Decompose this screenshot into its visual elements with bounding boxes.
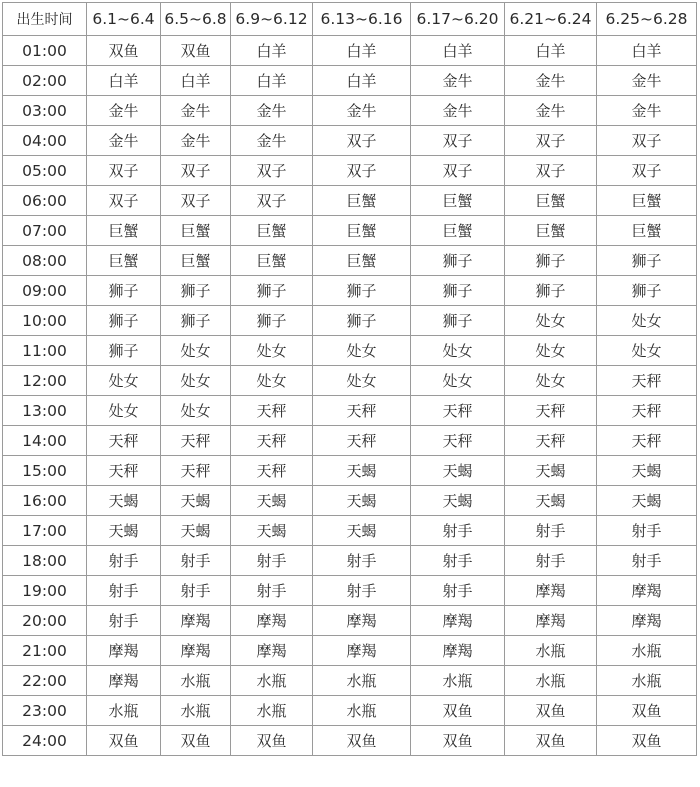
rising-sign-cell: 双鱼 [411, 726, 505, 756]
birth-time-cell: 04:00 [3, 126, 87, 156]
birth-time-cell: 11:00 [3, 336, 87, 366]
rising-sign-cell: 巨蟹 [597, 216, 697, 246]
table-row [3, 186, 697, 216]
table-body [3, 36, 697, 756]
rising-sign-cell: 射手 [505, 546, 597, 576]
rising-sign-cell: 处女 [313, 336, 411, 366]
table-row [3, 696, 697, 726]
rising-sign-cell: 天蝎 [597, 486, 697, 516]
rising-sign-cell: 射手 [231, 576, 313, 606]
table-row [3, 306, 697, 336]
rising-sign-cell: 天蝎 [87, 486, 161, 516]
rising-sign-cell: 天秤 [313, 426, 411, 456]
rising-sign-cell: 金牛 [87, 96, 161, 126]
rising-sign-cell: 处女 [231, 336, 313, 366]
table-row [3, 36, 697, 66]
rising-sign-cell: 射手 [313, 576, 411, 606]
rising-sign-cell: 双子 [313, 126, 411, 156]
rising-sign-cell: 双鱼 [411, 696, 505, 726]
rising-sign-cell: 处女 [313, 366, 411, 396]
rising-sign-cell: 双子 [411, 156, 505, 186]
rising-sign-cell: 狮子 [505, 246, 597, 276]
rising-sign-cell: 双鱼 [597, 696, 697, 726]
rising-sign-cell: 射手 [411, 546, 505, 576]
rising-sign-cell: 双鱼 [87, 36, 161, 66]
rising-sign-cell: 天蝎 [411, 456, 505, 486]
rising-sign-cell: 天秤 [597, 426, 697, 456]
birth-time-cell: 15:00 [3, 456, 87, 486]
rising-sign-cell: 双鱼 [161, 36, 231, 66]
birth-time-cell: 16:00 [3, 486, 87, 516]
rising-sign-cell: 处女 [87, 396, 161, 426]
rising-sign-cell: 双子 [231, 156, 313, 186]
table-row [3, 366, 697, 396]
rising-sign-cell: 摩羯 [87, 636, 161, 666]
rising-sign-cell: 天秤 [313, 396, 411, 426]
rising-sign-cell: 处女 [161, 336, 231, 366]
rising-sign-cell: 天蝎 [231, 486, 313, 516]
rising-sign-cell: 双鱼 [87, 726, 161, 756]
rising-sign-cell: 摩羯 [505, 576, 597, 606]
rising-sign-cell: 狮子 [411, 306, 505, 336]
rising-sign-cell: 金牛 [597, 66, 697, 96]
rising-sign-cell: 金牛 [161, 96, 231, 126]
rising-sign-cell: 处女 [505, 336, 597, 366]
rising-sign-cell: 巨蟹 [313, 216, 411, 246]
rising-sign-cell: 射手 [161, 546, 231, 576]
rising-sign-cell: 狮子 [313, 276, 411, 306]
table-row [3, 516, 697, 546]
rising-sign-cell: 白羊 [597, 36, 697, 66]
rising-sign-cell: 摩羯 [231, 636, 313, 666]
table-row [3, 156, 697, 186]
rising-sign-cell: 水瓶 [161, 696, 231, 726]
table-row [3, 456, 697, 486]
rising-sign-cell: 摩羯 [231, 606, 313, 636]
rising-sign-cell: 天蝎 [505, 486, 597, 516]
header-cell-date-range: 6.25~6.28 [597, 3, 697, 36]
rising-sign-cell: 双子 [87, 186, 161, 216]
rising-sign-cell: 双鱼 [161, 726, 231, 756]
rising-sign-cell: 白羊 [161, 66, 231, 96]
rising-sign-cell: 天秤 [505, 396, 597, 426]
rising-sign-cell: 狮子 [231, 306, 313, 336]
rising-sign-cell: 双子 [313, 156, 411, 186]
rising-sign-cell: 处女 [231, 366, 313, 396]
rising-sign-cell: 巨蟹 [597, 186, 697, 216]
rising-sign-cell: 双鱼 [505, 726, 597, 756]
table-row [3, 96, 697, 126]
rising-sign-cell: 狮子 [597, 246, 697, 276]
rising-sign-cell: 天蝎 [161, 486, 231, 516]
rising-sign-cell: 处女 [411, 336, 505, 366]
rising-sign-cell: 水瓶 [505, 636, 597, 666]
rising-sign-cell: 双子 [505, 156, 597, 186]
table-row [3, 276, 697, 306]
rising-sign-cell: 狮子 [597, 276, 697, 306]
birth-time-cell: 17:00 [3, 516, 87, 546]
rising-sign-cell: 白羊 [231, 66, 313, 96]
rising-sign-cell: 双鱼 [231, 726, 313, 756]
rising-sign-cell: 狮子 [87, 306, 161, 336]
rising-sign-cell: 天蝎 [313, 486, 411, 516]
rising-sign-cell: 处女 [597, 336, 697, 366]
rising-sign-cell: 水瓶 [161, 666, 231, 696]
header-cell-birth-time: 出生时间 [3, 3, 87, 36]
rising-sign-table [2, 2, 697, 756]
rising-sign-cell: 天秤 [231, 426, 313, 456]
rising-sign-cell: 水瓶 [231, 696, 313, 726]
rising-sign-cell: 狮子 [313, 306, 411, 336]
table-header [3, 3, 697, 36]
rising-sign-cell: 狮子 [87, 336, 161, 366]
birth-time-cell: 05:00 [3, 156, 87, 186]
rising-sign-table-container [2, 2, 696, 756]
rising-sign-cell: 天蝎 [87, 516, 161, 546]
rising-sign-cell: 摩羯 [161, 636, 231, 666]
rising-sign-cell: 摩羯 [313, 606, 411, 636]
rising-sign-cell: 水瓶 [313, 666, 411, 696]
rising-sign-cell: 水瓶 [313, 696, 411, 726]
rising-sign-cell: 天蝎 [313, 516, 411, 546]
rising-sign-cell: 天蝎 [411, 486, 505, 516]
birth-time-cell: 10:00 [3, 306, 87, 336]
rising-sign-cell: 双子 [411, 126, 505, 156]
birth-time-cell: 19:00 [3, 576, 87, 606]
birth-time-cell: 22:00 [3, 666, 87, 696]
rising-sign-cell: 狮子 [411, 276, 505, 306]
rising-sign-cell: 射手 [87, 576, 161, 606]
birth-time-cell: 23:00 [3, 696, 87, 726]
table-row [3, 336, 697, 366]
rising-sign-cell: 射手 [87, 606, 161, 636]
header-cell-date-range: 6.1~6.4 [87, 3, 161, 36]
rising-sign-cell: 金牛 [231, 96, 313, 126]
rising-sign-cell: 摩羯 [87, 666, 161, 696]
header-row [3, 3, 697, 36]
birth-time-cell: 07:00 [3, 216, 87, 246]
birth-time-cell: 13:00 [3, 396, 87, 426]
rising-sign-cell: 天秤 [87, 456, 161, 486]
table-row [3, 666, 697, 696]
rising-sign-cell: 射手 [411, 516, 505, 546]
rising-sign-cell: 巨蟹 [313, 246, 411, 276]
birth-time-cell: 18:00 [3, 546, 87, 576]
rising-sign-cell: 巨蟹 [231, 246, 313, 276]
birth-time-cell: 06:00 [3, 186, 87, 216]
rising-sign-cell: 双子 [597, 126, 697, 156]
rising-sign-cell: 水瓶 [597, 636, 697, 666]
rising-sign-cell: 天蝎 [161, 516, 231, 546]
rising-sign-cell: 处女 [161, 366, 231, 396]
birth-time-cell: 12:00 [3, 366, 87, 396]
rising-sign-cell: 天秤 [231, 396, 313, 426]
rising-sign-cell: 处女 [87, 366, 161, 396]
rising-sign-cell: 金牛 [313, 96, 411, 126]
rising-sign-cell: 金牛 [87, 126, 161, 156]
rising-sign-cell: 水瓶 [505, 666, 597, 696]
rising-sign-cell: 巨蟹 [161, 216, 231, 246]
rising-sign-cell: 狮子 [411, 246, 505, 276]
rising-sign-cell: 天秤 [411, 426, 505, 456]
rising-sign-cell: 巨蟹 [411, 216, 505, 246]
rising-sign-cell: 金牛 [411, 66, 505, 96]
rising-sign-cell: 狮子 [231, 276, 313, 306]
birth-time-cell: 21:00 [3, 636, 87, 666]
rising-sign-cell: 金牛 [505, 96, 597, 126]
rising-sign-cell: 狮子 [87, 276, 161, 306]
rising-sign-cell: 处女 [505, 366, 597, 396]
rising-sign-cell: 水瓶 [597, 666, 697, 696]
birth-time-cell: 09:00 [3, 276, 87, 306]
header-cell-date-range: 6.13~6.16 [313, 3, 411, 36]
rising-sign-cell: 狮子 [505, 276, 597, 306]
table-row [3, 66, 697, 96]
rising-sign-cell: 处女 [411, 366, 505, 396]
rising-sign-cell: 水瓶 [411, 666, 505, 696]
rising-sign-cell: 天蝎 [313, 456, 411, 486]
rising-sign-cell: 天秤 [161, 456, 231, 486]
table-row [3, 546, 697, 576]
rising-sign-cell: 狮子 [161, 306, 231, 336]
rising-sign-cell: 天蝎 [505, 456, 597, 486]
rising-sign-cell: 巨蟹 [87, 246, 161, 276]
table-row [3, 606, 697, 636]
rising-sign-cell: 天秤 [161, 426, 231, 456]
rising-sign-cell: 白羊 [87, 66, 161, 96]
rising-sign-cell: 双子 [505, 126, 597, 156]
table-row [3, 426, 697, 456]
rising-sign-cell: 处女 [505, 306, 597, 336]
birth-time-cell: 20:00 [3, 606, 87, 636]
rising-sign-cell: 金牛 [411, 96, 505, 126]
rising-sign-cell: 天蝎 [231, 516, 313, 546]
rising-sign-cell: 天秤 [231, 456, 313, 486]
header-cell-date-range: 6.21~6.24 [505, 3, 597, 36]
table-row [3, 216, 697, 246]
rising-sign-cell: 天秤 [411, 396, 505, 426]
rising-sign-cell: 金牛 [231, 126, 313, 156]
rising-sign-cell: 白羊 [411, 36, 505, 66]
rising-sign-cell: 双子 [87, 156, 161, 186]
rising-sign-cell: 射手 [161, 576, 231, 606]
rising-sign-cell: 巨蟹 [411, 186, 505, 216]
rising-sign-cell: 双子 [597, 156, 697, 186]
rising-sign-cell: 白羊 [505, 36, 597, 66]
rising-sign-cell: 射手 [597, 546, 697, 576]
header-cell-date-range: 6.5~6.8 [161, 3, 231, 36]
rising-sign-cell: 摩羯 [411, 606, 505, 636]
rising-sign-cell: 摩羯 [411, 636, 505, 666]
table-row [3, 396, 697, 426]
table-row [3, 126, 697, 156]
birth-time-cell: 03:00 [3, 96, 87, 126]
rising-sign-cell: 天秤 [87, 426, 161, 456]
rising-sign-cell: 金牛 [161, 126, 231, 156]
header-cell-date-range: 6.9~6.12 [231, 3, 313, 36]
rising-sign-cell: 天秤 [597, 396, 697, 426]
birth-time-cell: 02:00 [3, 66, 87, 96]
birth-time-cell: 24:00 [3, 726, 87, 756]
rising-sign-cell: 白羊 [231, 36, 313, 66]
rising-sign-cell: 射手 [505, 516, 597, 546]
rising-sign-cell: 双鱼 [597, 726, 697, 756]
rising-sign-cell: 摩羯 [505, 606, 597, 636]
rising-sign-cell: 摩羯 [597, 606, 697, 636]
rising-sign-cell: 水瓶 [87, 696, 161, 726]
rising-sign-cell: 狮子 [161, 276, 231, 306]
table-row [3, 246, 697, 276]
rising-sign-cell: 射手 [87, 546, 161, 576]
table-row [3, 576, 697, 606]
rising-sign-cell: 巨蟹 [161, 246, 231, 276]
rising-sign-cell: 金牛 [597, 96, 697, 126]
birth-time-cell: 14:00 [3, 426, 87, 456]
table-row [3, 726, 697, 756]
rising-sign-cell: 巨蟹 [231, 216, 313, 246]
rising-sign-cell: 巨蟹 [505, 186, 597, 216]
rising-sign-cell: 射手 [231, 546, 313, 576]
birth-time-cell: 08:00 [3, 246, 87, 276]
header-cell-date-range: 6.17~6.20 [411, 3, 505, 36]
rising-sign-cell: 金牛 [505, 66, 597, 96]
table-row [3, 636, 697, 666]
birth-time-cell: 01:00 [3, 36, 87, 66]
rising-sign-cell: 天秤 [597, 366, 697, 396]
rising-sign-cell: 白羊 [313, 66, 411, 96]
rising-sign-cell: 巨蟹 [505, 216, 597, 246]
rising-sign-cell: 双子 [161, 186, 231, 216]
rising-sign-cell: 水瓶 [231, 666, 313, 696]
rising-sign-cell: 双鱼 [313, 726, 411, 756]
rising-sign-cell: 射手 [597, 516, 697, 546]
rising-sign-cell: 双子 [161, 156, 231, 186]
rising-sign-cell: 摩羯 [313, 636, 411, 666]
rising-sign-cell: 摩羯 [597, 576, 697, 606]
rising-sign-cell: 处女 [161, 396, 231, 426]
rising-sign-cell: 摩羯 [161, 606, 231, 636]
rising-sign-cell: 天秤 [505, 426, 597, 456]
rising-sign-cell: 巨蟹 [313, 186, 411, 216]
table-row [3, 486, 697, 516]
rising-sign-cell: 巨蟹 [87, 216, 161, 246]
rising-sign-cell: 处女 [597, 306, 697, 336]
rising-sign-cell: 双鱼 [505, 696, 597, 726]
rising-sign-cell: 白羊 [313, 36, 411, 66]
rising-sign-cell: 射手 [411, 576, 505, 606]
rising-sign-cell: 天蝎 [597, 456, 697, 486]
rising-sign-cell: 双子 [231, 186, 313, 216]
rising-sign-cell: 射手 [313, 546, 411, 576]
